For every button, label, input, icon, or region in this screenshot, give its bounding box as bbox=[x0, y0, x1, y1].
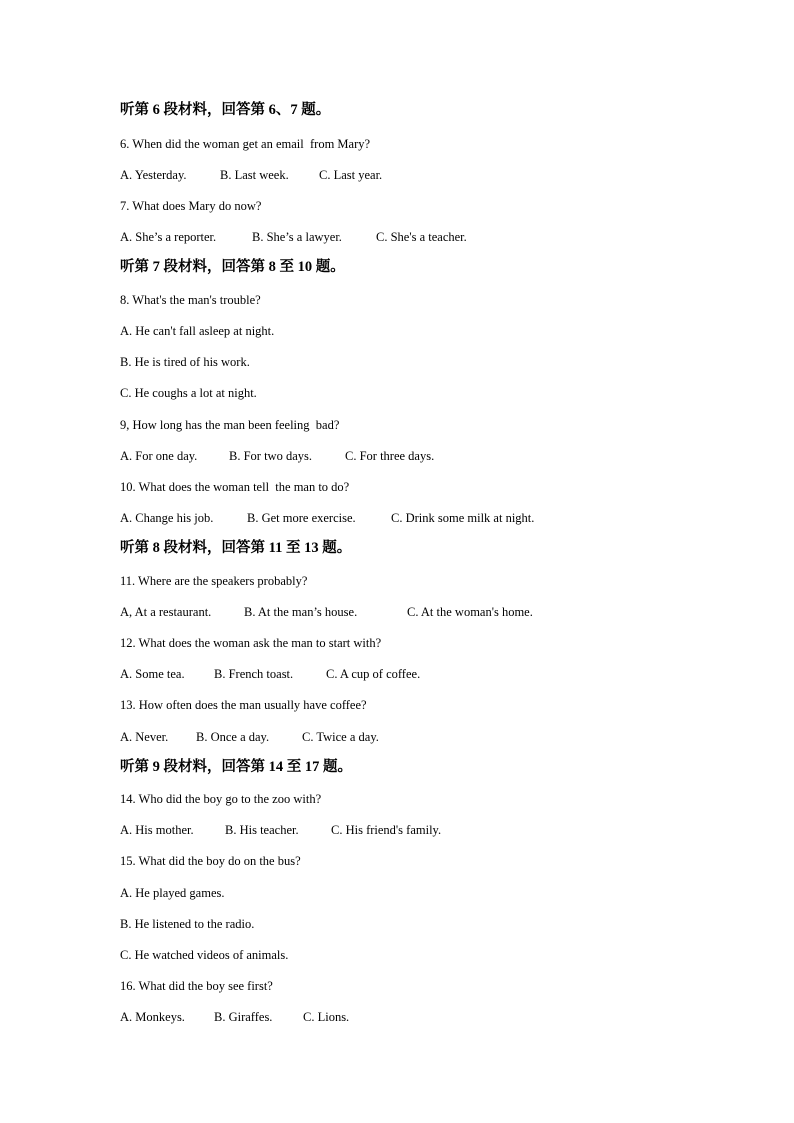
options-10 bbox=[120, 510, 534, 526]
option-c: C. She's a teacher. bbox=[376, 230, 467, 244]
question-7: 7. What does Mary do now? bbox=[120, 199, 262, 213]
options-7 bbox=[120, 229, 467, 245]
section-heading: 听第 6 段材料，回答第 6、7 题。 bbox=[120, 102, 331, 118]
question-14: 14. Who did the boy go to the zoo with? bbox=[120, 792, 322, 806]
option-a: A, At a restaurant. bbox=[120, 605, 212, 619]
option-b: B. His teacher. bbox=[225, 823, 299, 837]
question-10: 10. What does the woman tell the man to do? bbox=[120, 480, 350, 494]
option-b: B. Giraffes. bbox=[214, 1010, 273, 1024]
option-a: A. Monkeys. bbox=[120, 1010, 185, 1024]
section-heading: 听第 9 段材料，回答第 14 至 17 题。 bbox=[120, 759, 352, 775]
option-c: C. Twice a day. bbox=[302, 730, 379, 744]
question-16: 16. What did the boy see first? bbox=[120, 979, 273, 993]
question-6: 6. When did the woman get an email from Mary? bbox=[120, 137, 371, 151]
option-b: B. Last week. bbox=[220, 168, 289, 182]
option-c: C. A cup of coffee. bbox=[326, 667, 421, 681]
options-14 bbox=[120, 822, 441, 838]
question-8: 8. What's the man's trouble? bbox=[120, 293, 261, 307]
option-a: A. He played games. bbox=[120, 886, 225, 900]
options-12 bbox=[120, 666, 420, 682]
option-c: C. For three days. bbox=[345, 449, 435, 463]
option-a: A. For one day. bbox=[120, 449, 198, 463]
option-c: C. Last year. bbox=[319, 168, 383, 182]
option-c: C. At the woman's home. bbox=[407, 605, 533, 619]
option-c: C. He watched videos of animals. bbox=[120, 948, 289, 962]
options-6 bbox=[120, 167, 382, 183]
question-9: 9, How long has the man been feeling bad? bbox=[120, 418, 340, 432]
option-a: A. Yesterday. bbox=[120, 168, 187, 182]
option-b: B. He is tired of his work. bbox=[120, 355, 250, 369]
option-b: B. Get more exercise. bbox=[247, 511, 356, 525]
section-heading: 听第 7 段材料，回答第 8 至 10 题。 bbox=[120, 259, 345, 275]
question-15: 15. What did the boy do on the bus? bbox=[120, 854, 301, 868]
question-11: 11. Where are the speakers probably? bbox=[120, 574, 308, 588]
option-c: C. Lions. bbox=[303, 1010, 350, 1024]
option-c: C. Drink some milk at night. bbox=[391, 511, 535, 525]
option-b: B. He listened to the radio. bbox=[120, 917, 255, 931]
options-16 bbox=[120, 1009, 349, 1025]
option-a: A. Some tea. bbox=[120, 667, 185, 681]
option-b: B. She’s a lawyer. bbox=[252, 230, 342, 244]
options-9 bbox=[120, 448, 434, 464]
question-12: 12. What does the woman ask the man to start with? bbox=[120, 636, 382, 650]
option-a: A. She’s a reporter. bbox=[120, 230, 217, 244]
question-13: 13. How often does the man usually have coffee? bbox=[120, 698, 367, 712]
option-c: C. He coughs a lot at night. bbox=[120, 386, 257, 400]
option-b: B. French toast. bbox=[214, 667, 294, 681]
option-b: B. Once a day. bbox=[196, 730, 270, 744]
options-11 bbox=[120, 604, 533, 620]
option-a: A. Change his job. bbox=[120, 511, 214, 525]
section-heading: 听第 8 段材料，回答第 11 至 13 题。 bbox=[120, 540, 352, 556]
option-c: C. His friend's family. bbox=[331, 823, 442, 837]
option-a: A. Never. bbox=[120, 730, 169, 744]
options-13 bbox=[120, 729, 379, 745]
option-a: A. His mother. bbox=[120, 823, 194, 837]
option-a: A. He can't fall asleep at night. bbox=[120, 324, 275, 338]
option-b: B. At the man’s house. bbox=[244, 605, 358, 619]
option-b: B. For two days. bbox=[229, 449, 312, 463]
